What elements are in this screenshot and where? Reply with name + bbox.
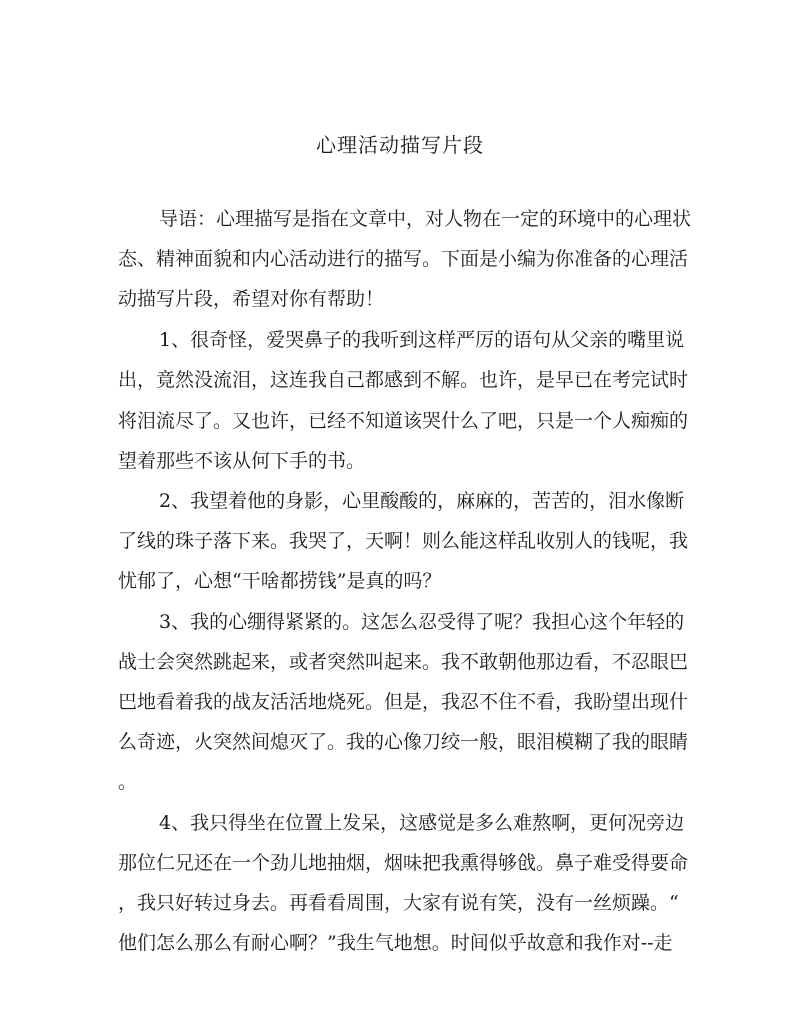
text-line: 将泪流尽了。又也许，已经不知道该哭什么了吧，只是一个人痴痴的 [118, 410, 689, 432]
text-line: 忧郁了，心想“干啥都捞钱”是真的吗？ [118, 570, 442, 592]
text-line: 动描写片段，希望对你有帮助！ [118, 288, 385, 310]
text-line: 战士会突然跳起来，或者突然叫起来。我不敢朝他那边看，不忍眼巴 [118, 651, 689, 673]
text-line: 他们怎么那么有耐心啊？”我生气地想。时间似乎故意和我作对--走 [118, 932, 673, 954]
text-line: 望着那些不该从何下手的书。 [118, 450, 366, 472]
text-line: 巴地看着我的战友活活地烧死。但是，我忍不住不看，我盼望出现什 [118, 691, 689, 713]
text-line: 那位仁兄还在一个劲儿地抽烟，烟味把我熏得够戗。鼻子难受得要命 [118, 852, 689, 874]
text-line: 。 [118, 771, 138, 793]
text-line: 2、我望着他的身影，心里酸酸的，麻麻的，苦苦的，泪水像断 [159, 490, 685, 512]
text-line: 了线的珠子落下来。我哭了，天啊！则么能这样乱收别人的钱呢，我 [118, 530, 689, 552]
text-line: ，我只好转过身去。再看看周围，大家有说有笑，没有一丝烦躁。“ [118, 892, 679, 914]
document-title: 心理活动描写片段 [316, 133, 484, 157]
text-line: 态、精神面貌和内心活动进行的描写。下面是小编为你准备的心理活 [118, 248, 689, 270]
text-line: 出，竟然没流泪，这连我自己都感到不解。也许，是早已在考完试时 [118, 369, 689, 391]
text-line: 导语：心理描写是指在文章中，对人物在一定的环境中的心理状 [159, 208, 692, 230]
text-line: 么奇迹，火突然间熄灭了。我的心像刀绞一般，眼泪模糊了我的眼睛 [118, 731, 689, 753]
text-line: 3、我的心绷得紧紧的。这怎么忍受得了呢？我担心这个年轻的 [159, 611, 685, 633]
text-line: 1、很奇怪，爱哭鼻子的我听到这样严厉的语句从父亲的嘴里说 [159, 329, 685, 351]
text-line: 4、我只得坐在位置上发呆，这感觉是多么难熬啊，更何况旁边 [159, 812, 685, 834]
